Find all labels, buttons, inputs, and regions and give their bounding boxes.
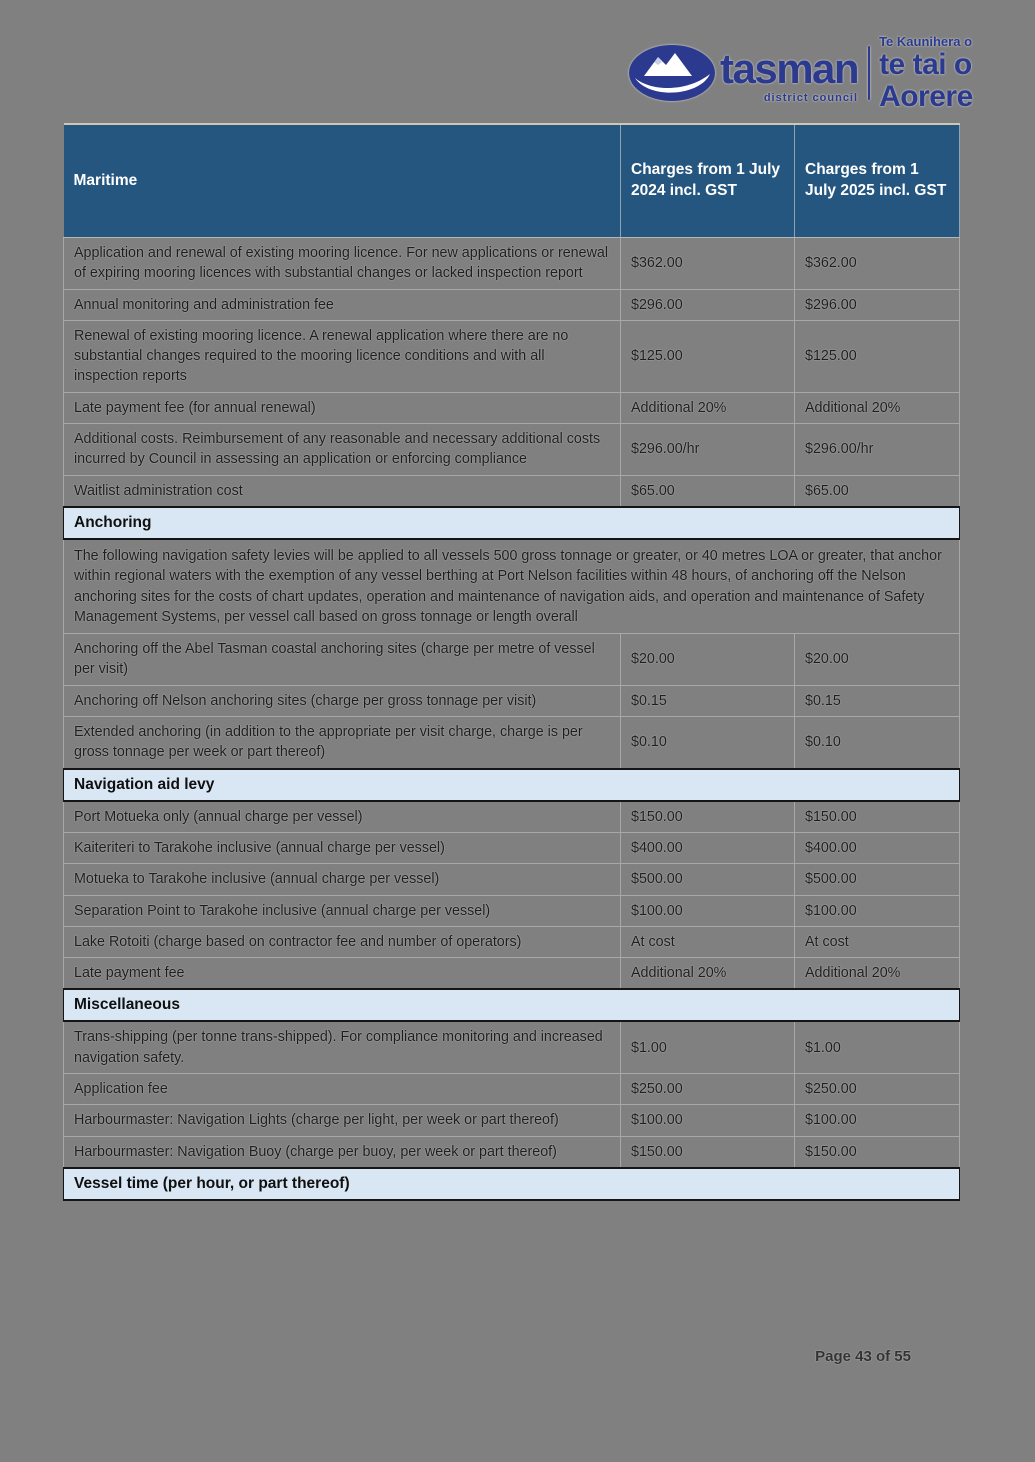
fee-2025: $296.00 xyxy=(795,289,960,320)
fee-2025: At cost xyxy=(795,926,960,957)
column-header-maritime: Maritime xyxy=(64,124,621,238)
table-row xyxy=(64,801,960,833)
fee-2025: $1.00 xyxy=(795,1021,960,1073)
fee-2025: $0.10 xyxy=(795,717,960,769)
table-row xyxy=(64,685,960,716)
table-row xyxy=(64,717,960,769)
fees-table xyxy=(63,123,960,1201)
section-row xyxy=(64,769,960,801)
fee-2024: Additional 20% xyxy=(621,392,795,423)
fee-2025: $500.00 xyxy=(795,864,960,895)
fee-2025: $150.00 xyxy=(795,801,960,833)
fee-2024: $65.00 xyxy=(621,475,795,507)
fee-2024: $0.10 xyxy=(621,717,795,769)
page-number: Page 43 of 55 xyxy=(815,1348,911,1365)
table-row xyxy=(64,1136,960,1168)
logo-brand-text: tasman xyxy=(720,45,859,92)
fee-2024: $296.00/hr xyxy=(621,424,795,476)
fee-2024: $362.00 xyxy=(621,238,795,290)
table-row xyxy=(64,634,960,686)
fee-table-body xyxy=(64,238,960,1200)
table-row xyxy=(64,289,960,320)
fee-description: Trans-shipping (per tonne trans-shipped). For compliance monitoring and increased navigation safety. xyxy=(64,1021,621,1073)
table-row xyxy=(64,926,960,957)
table-row xyxy=(64,958,960,990)
fee-2024: $500.00 xyxy=(621,864,795,895)
fee-2025: $400.00 xyxy=(795,832,960,863)
fee-2025: $150.00 xyxy=(795,1136,960,1168)
table-row xyxy=(64,832,960,863)
column-header-charges-2025: Charges from 1 July 2025 incl. GST xyxy=(795,124,960,238)
fee-2025: $100.00 xyxy=(795,1105,960,1136)
fee-2025: $250.00 xyxy=(795,1074,960,1105)
fee-description: Late payment fee (for annual renewal) xyxy=(64,392,621,423)
fee-description: Late payment fee xyxy=(64,958,621,990)
logo-brand-block xyxy=(720,43,858,103)
fee-description: Extended anchoring (in addition to the appropriate per visit charge, charge is per gross tonnage per week or part thereof) xyxy=(64,717,621,769)
fees-table-container xyxy=(63,123,959,1201)
table-row xyxy=(64,424,960,476)
fee-2025: $65.00 xyxy=(795,475,960,507)
council-logo xyxy=(628,33,1008,113)
fee-description: Separation Point to Tarakohe inclusive (annual charge per vessel) xyxy=(64,895,621,926)
fee-2024: $0.15 xyxy=(621,685,795,716)
note-text: The following navigation safety levies will be applied to all vessels 500 gross tonnage or greater, or 40 metres LOA or greater, that anchor within regional waters with the exemption of any vessel berthing at Port Nelson facilities within 48 hours, of anchoring off the Nelson anchoring sites for the costs of chart updates, operation and maintenance of navigation aids, and operation and maintenance of Safety Management Systems, per vessel call based on gross tonnage or length overall xyxy=(64,539,960,634)
fee-2025: $0.15 xyxy=(795,685,960,716)
fee-description: Annual monitoring and administration fee xyxy=(64,289,621,320)
section-title: Vessel time (per hour, or part thereof) xyxy=(64,1168,960,1200)
fee-description: Motueka to Tarakohe inclusive (annual charge per vessel) xyxy=(64,864,621,895)
fee-2024: $125.00 xyxy=(621,320,795,392)
fee-2025: $296.00/hr xyxy=(795,424,960,476)
fee-description: Lake Rotoiti (charge based on contractor fee and number of operators) xyxy=(64,926,621,957)
fee-2025: $125.00 xyxy=(795,320,960,392)
fee-2024: $250.00 xyxy=(621,1074,795,1105)
table-row xyxy=(64,895,960,926)
fee-2024: $296.00 xyxy=(621,289,795,320)
fee-2024: At cost xyxy=(621,926,795,957)
fee-description: Anchoring off the Abel Tasman coastal anchoring sites (charge per metre of vessel per visit) xyxy=(64,634,621,686)
table-row xyxy=(64,392,960,423)
fee-2024: $400.00 xyxy=(621,832,795,863)
fee-2025: Additional 20% xyxy=(795,958,960,990)
table-row xyxy=(64,1074,960,1105)
table-row xyxy=(64,320,960,392)
fee-description: Harbourmaster: Navigation Lights (charge per light, per week or part thereof) xyxy=(64,1105,621,1136)
section-title: Miscellaneous xyxy=(64,989,960,1021)
table-row xyxy=(64,1021,960,1073)
fee-description: Kaiteriteri to Tarakohe inclusive (annual charge per vessel) xyxy=(64,832,621,863)
mountain-bay-ellipse-icon xyxy=(628,44,716,102)
fee-description: Additional costs. Reimbursement of any reasonable and necessary additional costs incurred by Council in assessing an application or enforcing compliance xyxy=(64,424,621,476)
note-row xyxy=(64,539,960,634)
logo-maori-line2: te tai o Aorere xyxy=(879,47,973,113)
fee-2024: $150.00 xyxy=(621,801,795,833)
fee-2024: $150.00 xyxy=(621,1136,795,1168)
fee-description: Port Motueka only (annual charge per vessel) xyxy=(64,801,621,833)
table-row xyxy=(64,475,960,507)
fee-description: Renewal of existing mooring licence. A renewal application where there are no substantial changes required to the mooring licence conditions and with all inspection reports xyxy=(64,320,621,392)
fee-2024: $100.00 xyxy=(621,895,795,926)
column-header-charges-2024: Charges from 1 July 2024 incl. GST xyxy=(621,124,795,238)
table-row xyxy=(64,864,960,895)
fee-2024: $1.00 xyxy=(621,1021,795,1073)
fee-2025: $20.00 xyxy=(795,634,960,686)
fee-2024: Additional 20% xyxy=(621,958,795,990)
logo-maori-line1: Te Kaunihera o xyxy=(879,33,973,49)
table-row xyxy=(64,238,960,290)
table-row xyxy=(64,1105,960,1136)
fee-2024: $20.00 xyxy=(621,634,795,686)
fee-description: Application fee xyxy=(64,1074,621,1105)
fee-description: Anchoring off Nelson anchoring sites (charge per gross tonnage per visit) xyxy=(64,685,621,716)
table-header-row xyxy=(64,124,960,238)
section-title: Navigation aid levy xyxy=(64,769,960,801)
fee-2025: $362.00 xyxy=(795,238,960,290)
fee-description: Application and renewal of existing mooring licence. For new applications or renewal of expiring mooring licences with substantial changes or lacked inspection report xyxy=(64,238,621,290)
section-title: Anchoring xyxy=(64,507,960,539)
logo-divider xyxy=(868,46,870,100)
section-row xyxy=(64,507,960,539)
logo-maori-block xyxy=(879,34,1008,113)
fee-2025: $100.00 xyxy=(795,895,960,926)
section-row xyxy=(64,1168,960,1200)
section-row xyxy=(64,989,960,1021)
fee-description: Waitlist administration cost xyxy=(64,475,621,507)
fee-2024: $100.00 xyxy=(621,1105,795,1136)
fee-2025: Additional 20% xyxy=(795,392,960,423)
fee-description: Harbourmaster: Navigation Buoy (charge per buoy, per week or part thereof) xyxy=(64,1136,621,1168)
logo-brand-subtext: district council xyxy=(763,92,859,104)
